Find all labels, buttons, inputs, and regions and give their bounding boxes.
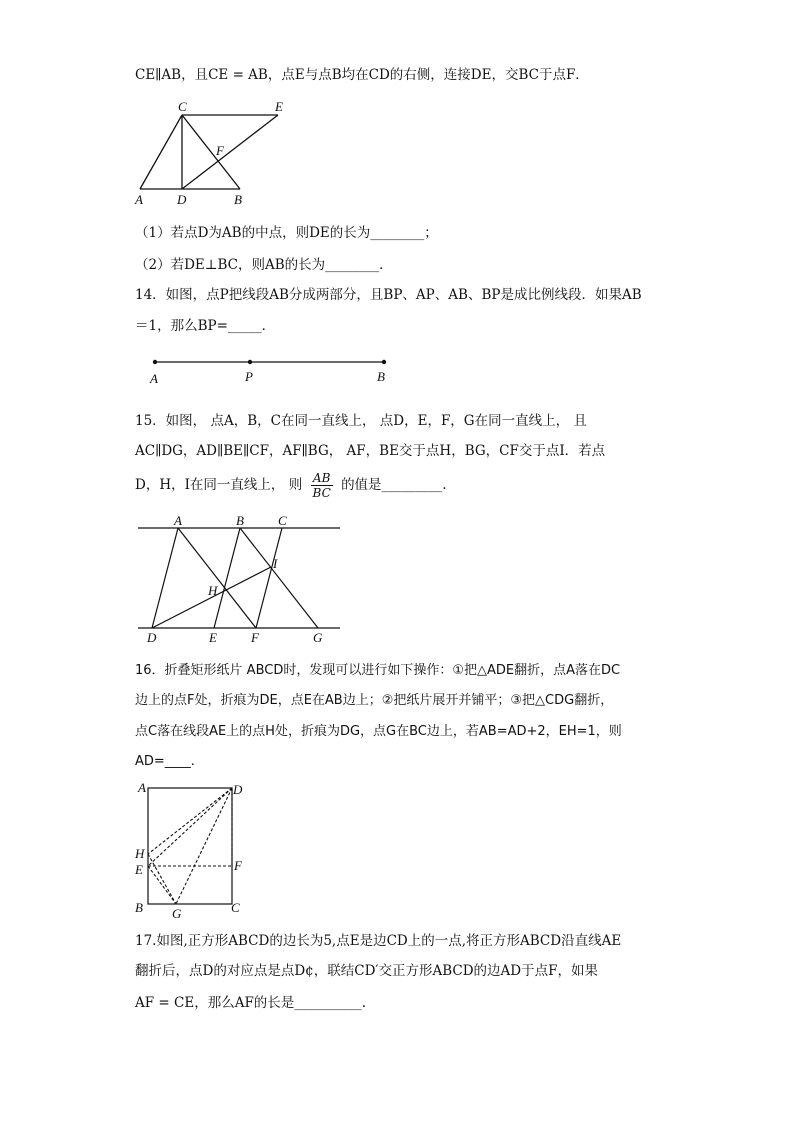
q13-part1: （1）若点D为AB的中点，则DE的长为________； xyxy=(135,225,438,241)
segment-DE xyxy=(182,115,278,189)
q17-line1: 17.如图,正方形ABCD的边长为5,点E是边CD上的一点,将正方形ABCD沿直线AE xyxy=(135,933,622,949)
label-H: H xyxy=(135,846,145,861)
point-P xyxy=(248,360,252,364)
label-A: A xyxy=(135,192,143,207)
segment-AD xyxy=(152,528,178,628)
q16-line4: AD=____. xyxy=(135,754,195,769)
label-D: D xyxy=(147,630,157,645)
q13-figure xyxy=(130,96,300,208)
fold-EG xyxy=(148,866,176,904)
q15-line3-before: D，H，I在同一直线上， 则 xyxy=(135,477,303,493)
label-I: I xyxy=(273,556,278,571)
q15-line3-after: 的值是_________. xyxy=(341,477,447,493)
label-C: C xyxy=(178,99,187,114)
q17-line2: 翻折后，点D的对应点是点D¢，联结CD′交正方形ABCD的边AD于点F，如果 xyxy=(135,963,598,979)
q16-line2: 边上的点F处，折痕为DE，点E在AB边上；②把纸片展开并铺平；③把△CDG翻折， xyxy=(135,693,614,708)
label-B: B xyxy=(377,369,385,384)
q15-line2: AC∥DG，AD∥BE∥CF，AF∥BG， AF，BE交于点H，BG，CF交于点I．若点 xyxy=(135,443,606,459)
q16-figure xyxy=(130,778,250,920)
fraction-numerator: AB xyxy=(311,471,333,486)
segment-BG xyxy=(240,528,318,628)
label-F: F xyxy=(251,630,259,645)
fold-HG xyxy=(148,854,176,904)
label-F: F xyxy=(216,143,224,158)
q15-line1: 15．如图， 点A，B，C在同一直线上， 点D，E，F，G在同一直线上， 且 xyxy=(135,413,587,429)
fold-DG xyxy=(176,788,232,904)
q16-line1: 16．折叠矩形纸片 ABCD时，发现可以进行如下操作：①把△ADE翻折，点A落在DC xyxy=(135,663,621,678)
fraction-AB-over-BC xyxy=(311,471,333,500)
label-E: E xyxy=(209,630,217,645)
label-E: E xyxy=(275,99,283,114)
label-C: C xyxy=(231,900,240,915)
q13-part2: （2）若DE⊥BC，则AB的长为________． xyxy=(135,257,393,273)
label-D: D xyxy=(177,192,187,207)
label-B: B xyxy=(236,513,244,528)
label-H: H xyxy=(208,583,218,598)
label-B: B xyxy=(135,900,143,915)
q13-intro-text: CE∥AB，且CE = AB，点E与点B均在CD的右侧，连接DE，交BC于点F． xyxy=(135,67,589,83)
label-D: D xyxy=(233,782,243,797)
label-G: G xyxy=(313,630,323,645)
fold-DH xyxy=(148,788,232,854)
label-A: A xyxy=(138,780,146,795)
q15-figure xyxy=(130,512,345,647)
q16-line3: 点C落在线段AE上的点H处，折痕为DG，点G在BC边上，若AB=AD+2，EH=1，则 xyxy=(135,724,622,739)
label-E: E xyxy=(135,862,143,877)
label-B: B xyxy=(234,192,242,207)
q17-line3: AF = CE，那么AF的长是__________. xyxy=(135,995,367,1011)
q15-line3 xyxy=(135,468,447,502)
q14-figure xyxy=(140,350,400,390)
q14-line1: 14．如图，点P把线段AB分成两部分，且BP、AP、AB、BP是成比例线段．如果AB xyxy=(135,287,642,303)
segment-AF xyxy=(178,528,256,628)
label-A: A xyxy=(174,513,182,528)
point-A xyxy=(153,360,157,364)
q14-line2: ＝1，那么BP=_____． xyxy=(135,318,276,334)
segment-BE xyxy=(214,528,240,628)
fraction-denominator: BC xyxy=(312,486,331,500)
segment-AC xyxy=(140,115,182,189)
label-F: F xyxy=(234,858,242,873)
label-P: P xyxy=(245,369,253,384)
segment-CB xyxy=(182,115,240,189)
rectangle-ABCD xyxy=(148,788,232,904)
label-A: A xyxy=(150,371,158,386)
segment-CF xyxy=(256,528,282,628)
point-B xyxy=(382,360,386,364)
fold-DE xyxy=(148,788,232,866)
label-C: C xyxy=(278,513,287,528)
label-G: G xyxy=(172,906,182,920)
